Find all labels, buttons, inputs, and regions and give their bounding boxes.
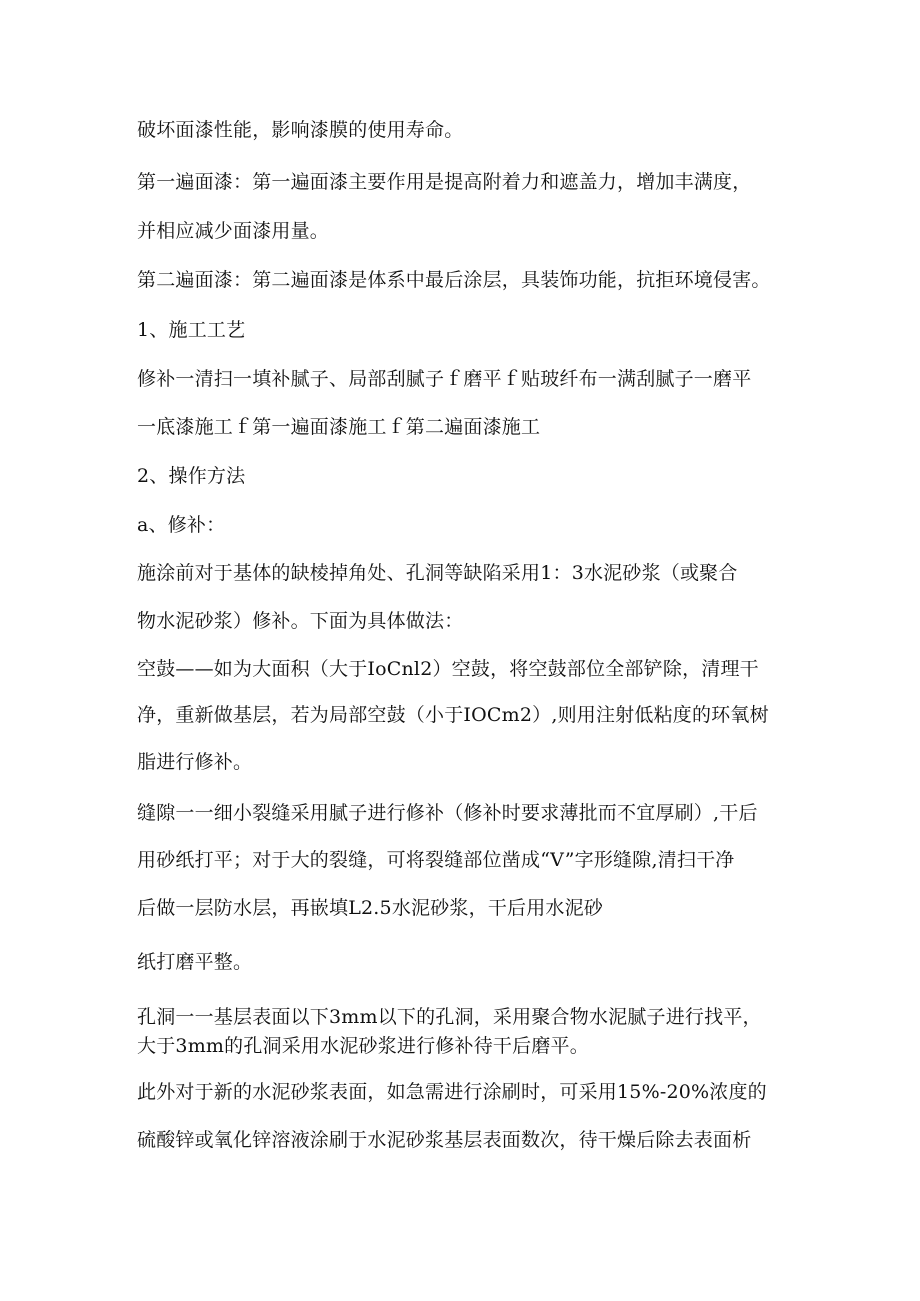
text-line: 修补一清扫一填补腻子、局部刮腻子ｆ磨平ｆ贴玻纤布一满刮腻子一磨平 (137, 368, 752, 390)
subsection-heading: a、修补： (137, 514, 226, 536)
text-line: 破坏面漆性能，影响漆膜的使用寿命。 (137, 119, 464, 141)
text-line: 纸打磨平整。 (137, 951, 253, 973)
text-line: 施涂前对于基体的缺棱掉角处、孔洞等缺陷采用1：3水泥砂浆（或聚合 (137, 562, 738, 584)
text-line: 缝隙一一细小裂缝采用腻子进行修补（修补时要求薄批而不宜厚刷）,干后 (137, 802, 758, 824)
text-line: 此外对于新的水泥砂浆表面，如急需进行涂刷时，可采用15%-20%浓度的 (137, 1081, 767, 1103)
text-line: 空鼓——如为大面积（大于IoCnl2）空鼓，将空鼓部位全部铲除，清理干 (137, 658, 759, 680)
text-line: 脂进行修补。 (137, 751, 253, 773)
section-heading: 1、施工工艺 (137, 319, 246, 341)
text-line: 第二遍面漆：第二遍面漆是体系中最后涂层，具装饰功能，抗拒环境侵害。 (137, 269, 771, 291)
text-line: 硫酸锌或氧化锌溶液涂刷于水泥砂浆基层表面数次，待干燥后除去表面析 (137, 1129, 752, 1151)
text-line: 用砂纸打平；对于大的裂缝，可将裂缝部位凿成“V”字形缝隙,清扫干净 (137, 849, 735, 871)
section-heading: 2、操作方法 (137, 465, 246, 487)
text-line: 孔洞一一基层表面以下3mm以下的孔洞，采用聚合物水泥腻子进行找平， (137, 1006, 762, 1028)
text-line: 大于3mm的孔洞采用水泥砂浆进行修补待干后磨平。 (137, 1035, 589, 1057)
text-line: 物水泥砂浆）修补。下面为具体做法： (137, 610, 464, 632)
text-line: 并相应减少面漆用量。 (137, 220, 330, 242)
text-line: 第一遍面漆：第一遍面漆主要作用是提高附着力和遮盖力，增加丰满度， (137, 171, 752, 193)
text-line: 净，重新做基层，若为局部空鼓（小于IOCm2）,则用注射低粘度的环氧树 (137, 704, 769, 726)
text-line: 一底漆施工ｆ第一遍面漆施工ｆ第二遍面漆施工 (137, 416, 541, 438)
text-line: 后做一层防水层，再嵌填L2.5水泥砂浆，干后用水泥砂 (137, 897, 604, 919)
